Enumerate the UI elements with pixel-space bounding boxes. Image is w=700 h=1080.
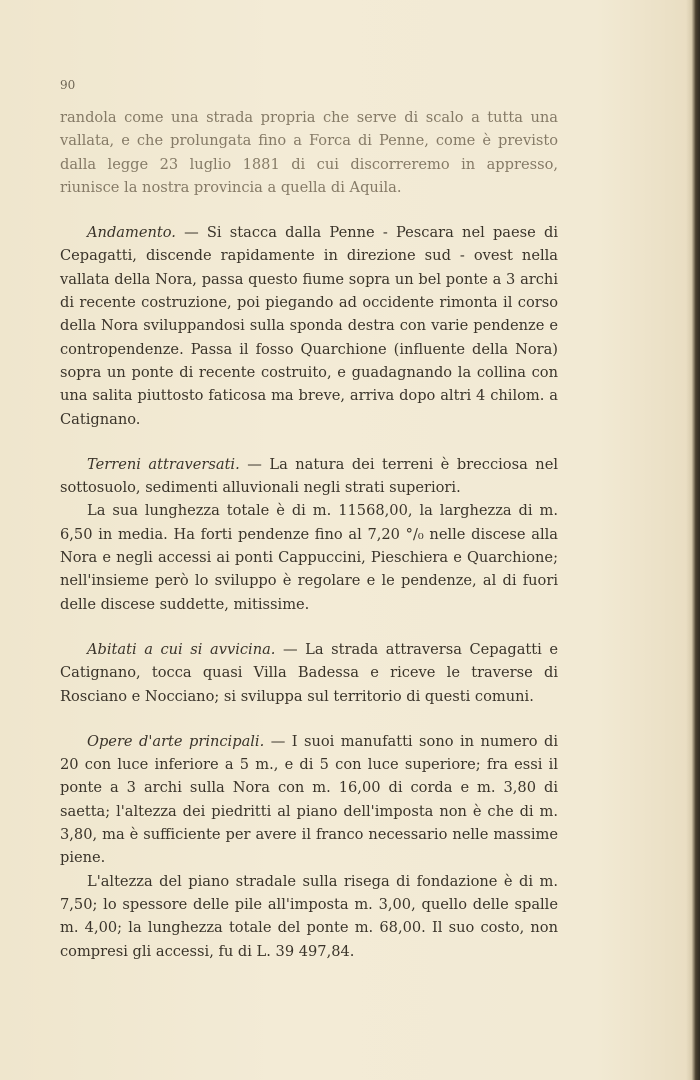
paragraph-text: — I suoi manufatti sono in numero di 20 con luce inferiore a 5 m., e di 5 con luce superiore; fra essi il ponte a 3 archi sulla Nora con m. 16,00 di corda e m. 3,80 di saetta; l'altezza dei piedritti al piano dell'imposta non è che di m. 3,80, ma è sufficiente per avere il franco necessario nelle massime piene. bbox=[60, 732, 558, 867]
paragraph-lunghezza bbox=[60, 499, 558, 615]
paragraph-abitati bbox=[60, 638, 558, 708]
paragraph-text: randola come una strada propria che serve di scalo a tutta una vallata, e che prolungata fino a Forca di Penne, come è previsto dalla legge 23 luglio 1881 di cui discorreremo in appresso, riunisce la nostra provincia a quella di Aquila. bbox=[60, 109, 558, 196]
page-edge-shadow bbox=[686, 0, 700, 1080]
section-heading: Opere d'arte principali. bbox=[87, 732, 265, 750]
paragraph-text: La sua lunghezza totale è di m. 11568,00, la larghezza di m. 6,50 in media. Ha forti pendenze fino al 7,20 °/₀ nelle discese alla Nora e negli accessi ai ponti Cappuccini, Pieschiera e Quarchione; nell'insieme però lo sviluppo è regolare e le pendenze, al di fuori delle discese suddette, mitissime. bbox=[60, 502, 558, 613]
paragraph-terreni bbox=[60, 453, 558, 500]
page-number: 90 bbox=[60, 78, 76, 92]
section-heading: Terreni attraversati. bbox=[87, 455, 240, 473]
section-heading: Andamento. bbox=[87, 224, 176, 242]
paragraph-text: — Si stacca dalla Penne - Pescara nel paese di Cepagatti, discende rapidamente in direzione sud - ovest nella vallata della Nora, passa questo fiume sopra un bel ponte a 3 archi di recente costruzione, poi piegando ad occidente rimonta il corso della Nora sviluppandosi sulla sponda destra con varie pendenze e contropendenze. Passa il fosso Quarchione (influente della Nora) sopra un ponte di recente costruito, e guadagnando la collina con una salita piuttosto faticosa ma breve, arriva dopo altri 4 chilom. a Catignano. bbox=[60, 224, 558, 428]
paragraph-andamento bbox=[60, 221, 558, 431]
paragraph-continuation bbox=[60, 106, 558, 199]
paragraph-text: L'altezza del piano stradale sulla risega di fondazione è di m. 7,50; lo spessore delle pile all'imposta m. 3,00, quello delle spalle m. 4,00; la lunghezza totale del ponte m. 68,00. Il suo costo, non compresi gli accessi, fu di L. 39 497,84. bbox=[60, 872, 558, 960]
section-heading: Abitati a cui si avvicina. bbox=[87, 640, 276, 658]
paragraph-text: — La natura dei terreni è brecciosa nel sottosuolo, sedimenti alluvionali negli strati superiori. bbox=[60, 455, 559, 497]
paragraph-opere bbox=[60, 730, 558, 870]
paragraph-altezza bbox=[60, 870, 558, 963]
paragraph-text: — La strada attraversa Cepagatti e Catignano, tocca quasi Villa Badessa e riceve le traverse di Rosciano e Nocciano; si sviluppa sul territorio di questi comuni. bbox=[60, 640, 558, 705]
body-text bbox=[60, 106, 558, 963]
